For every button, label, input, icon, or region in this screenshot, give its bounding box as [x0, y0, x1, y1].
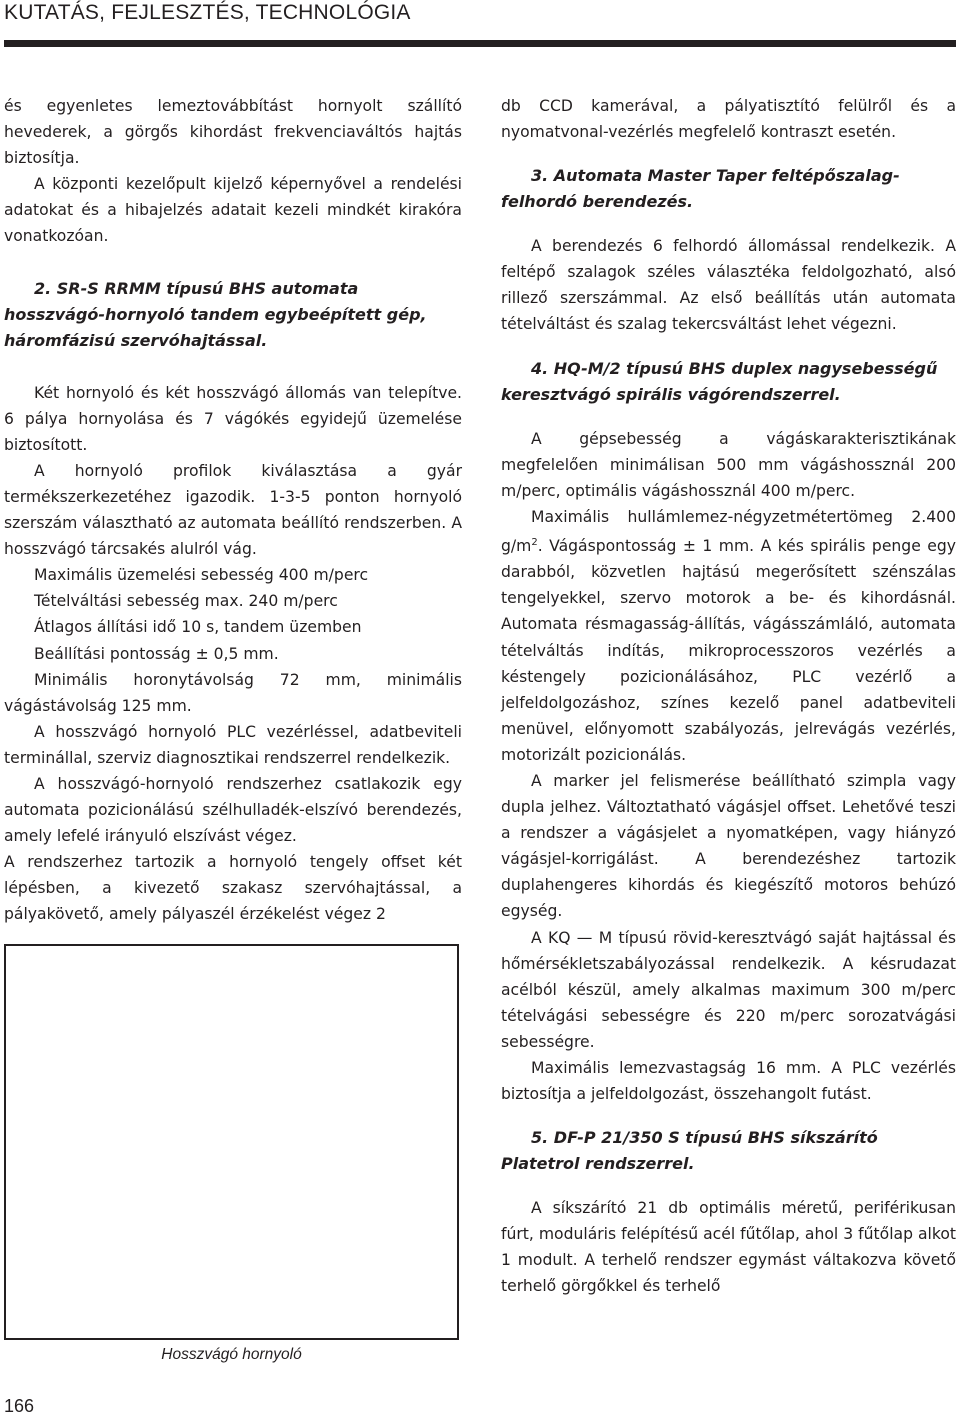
section-heading-4: 4. HQ-M/2 típusú BHS duplex nagysebességű keresztvágó spirális vágórendszerrel. — [501, 358, 938, 404]
page-number: 166 — [4, 1396, 35, 1416]
section-heading-3: 3. Automata Master Taper feltépőszalag-felhordó berendezés. — [501, 166, 900, 212]
paragraph: Két hornyoló és két hosszvágó állomás van telepítve. 6 pálya hornyolása és 7 vágókés egyidejű üzemelése biztosított. — [4, 383, 462, 454]
paragraph: A hornyoló profilok kiválasztása a gyár termékszerkezetéhez igazodik. 1-3-5 ponton hornyoló szerszám választható az automata beállító rendszerben. A hosszvágó tárcsakés alulról vág. — [4, 461, 462, 559]
left-column — [4, 93, 462, 928]
paragraph: A központi kezelőpult kijelző képernyővel a rendelési adatokat és a hibajelzés adatait kezeli mindkét kirakóra vonatkozóan. — [4, 175, 462, 246]
section-heading-2: 2. SR-S RRMM típusú BHS automata hosszvágó-hornyoló tandem egybeépített gép, háromfázisú szervóhajtással. — [4, 278, 427, 350]
text-run: Maximális hullámlemez-négyzetmétertömeg 2.400 g/m — [501, 507, 956, 556]
right-column — [501, 93, 956, 1300]
paragraph: A hosszvágó-hornyoló rendszerhez csatlakozik egy automata pozicionálású szélhulladék-elszívó berendezés, amely lefelé irányuló elszívást végez. — [4, 774, 462, 846]
running-header — [0, 0, 960, 30]
figure-caption: Hosszvágó hornyoló — [161, 1346, 302, 1363]
paragraph: és egyenletes lemeztovábbítást hornyolt szállító hevederek, a görgős kihordást frekvenciaváltós hajtás biztosítja. — [4, 97, 462, 168]
text-run: . Vágáspontosság ± 1 mm. A kés spirális penge egy darabból, közvetlen hajtású megerősített szénszálas tengelyekkel, szervo motorok a be- és kihordásnál. Automata résmagasság-állítás, vágásszámláló, automata tételváltás indítás, mikroprocesszoros vezérlés a késtengely pozicionálásához, PLC vezérlő a jelfeldolgozáshoz, színes kezelő panel adatbeviteli menüvel, előnyomott szabályozás, jelrevágás vezérlés, motorizált pozicionálás. — [501, 537, 956, 764]
figure-image-frame — [4, 944, 459, 1340]
section-heading-5: 5. DF-P 21/350 S típusú BHS síkszárító Platetrol rendszerrel. — [501, 1128, 878, 1174]
spec-line: Maximális üzemelési sebesség 400 m/perc — [34, 566, 369, 585]
header-rule — [4, 40, 956, 47]
paragraph: A síkszárító 21 db optimális méretű, periférikusan fúrt, moduláris felépítésű acél fűtőlap, ahol 3 fűtőlap alkot 1 modult. A terhelő rendszer egymást váltakozva követő terhelő görgőkkel és terhelő — [501, 1199, 956, 1296]
paragraph: A berendezés 6 felhordó állomással rendelkezik. A feltépő szalagok széles választéka feldolgozható, alsó rillező szerszámmal. Az első beállítás után automata tételváltást és szalag tekercsváltást lehet végezni. — [501, 237, 956, 334]
paragraph: db CCD kamerával, a pályatisztító felülről és a nyomatvonal-vezérlés megfelelő kontraszt esetén. — [501, 97, 956, 142]
paragraph: A gépsebesség a vágáskarakterisztikának megfelelően minimálisan 500 mm vágáshossznál 200 m/perc, optimális vágáshossznál 400 m/perc. — [501, 429, 956, 500]
spec-line: Tételváltási sebesség max. 240 m/perc — [34, 592, 338, 611]
spec-line: Beállítási pontosság ± 0,5 mm. — [34, 644, 279, 663]
paragraph: A marker jel felismerése beállítható szimpla vagy dupla jelhez. Változtatható vágásjel offset. Lehetővé teszi a rendszer a vágásjelet a nyomatképen, vagy hiányzó vágásjel-korrigálást. A berendezéshez tartozik duplahengeres kihordás és kiegészítő motoros behúzó egység. — [501, 771, 956, 921]
spec-line: Átlagos állítási idő 10 s, tandem üzemben — [34, 618, 362, 637]
paragraph: Minimális horonytávolság 72 mm, minimális vágástávolság 125 mm. — [4, 670, 462, 715]
paragraph: A rendszerhez tartozik a hornyoló tengely offset két lépésben, a kivezető szakasz szervóhajtással, a pályakövető, amely pályaszél érzékelést végez 2 — [4, 853, 462, 924]
header-title: KUTATÁS, FEJLESZTÉS, TECHNOLÓGIA — [4, 1, 411, 24]
paragraph: A hosszvágó hornyoló PLC vezérléssel, adatbeviteli terminállal, szerviz diagnosztikai rendszerrel rendelkezik. — [4, 722, 462, 767]
paragraph: A KQ — M típusú rövid-keresztvágó saját hajtással és hőmérsékletszabályozással rendelkezik. A késrudazat acélból készül, amely alkalmas maximum 300 m/perc tételvágási sebességre és 220 m/perc sorozatvágási sebességre. — [501, 928, 956, 1051]
paragraph: Maximális lemezvastagság 16 mm. A PLC vezérlés biztosítja a jelfeldolgozást, összehangolt futást. — [501, 1059, 956, 1104]
paragraph — [501, 504, 956, 768]
superscript: 2 — [531, 536, 538, 548]
